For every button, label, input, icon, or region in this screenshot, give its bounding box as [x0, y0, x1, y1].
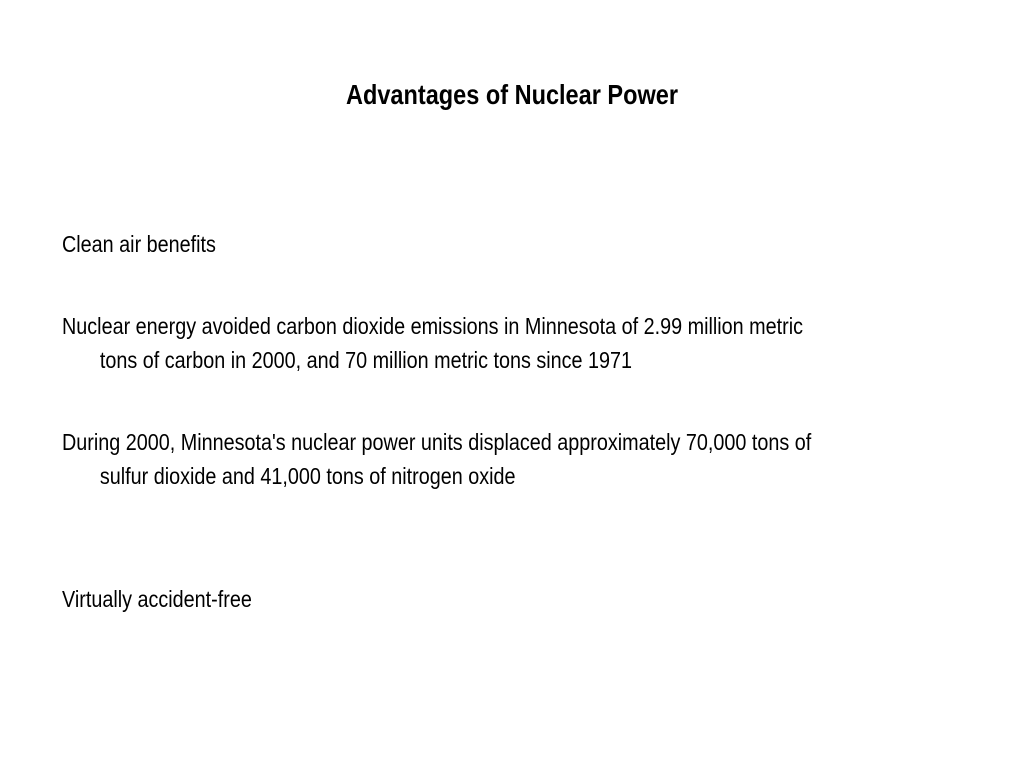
paragraph-line: Nuclear energy avoided carbon dioxide emissions in Minnesota of 2.99 million metric — [62, 313, 804, 339]
paragraph-line-continued: tons of carbon in 2000, and 70 million metric tons since 1971 — [99, 347, 633, 373]
paragraph-sulfur-nitrogen — [62, 425, 965, 493]
paragraph-line: During 2000, Minnesota's nuclear power units displaced approximately 70,000 tons of — [62, 429, 812, 455]
paragraph-accident-free — [62, 582, 965, 616]
paragraph-clean-air-benefits — [62, 227, 965, 261]
paragraph-carbon-dioxide — [62, 309, 965, 377]
paragraph-line-continued: sulfur dioxide and 41,000 tons of nitrogen oxide — [99, 463, 516, 489]
paragraph-line: Virtually accident-free — [62, 586, 252, 612]
paragraph-line: Clean air benefits — [62, 231, 216, 257]
slide-title: Advantages of Nuclear Power — [345, 79, 678, 110]
